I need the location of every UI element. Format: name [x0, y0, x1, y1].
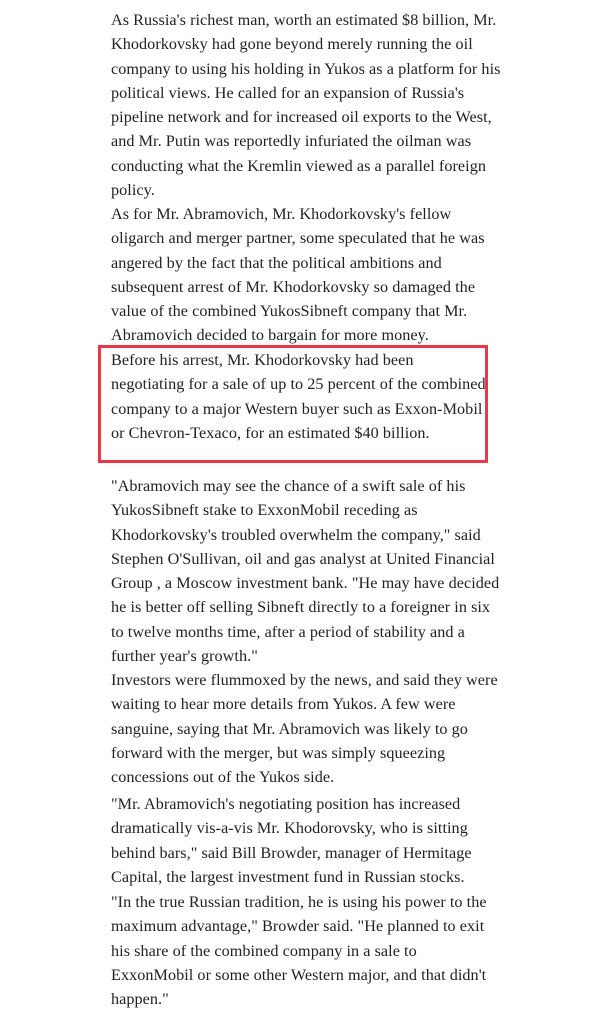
article-paragraph-5: Investors were flummoxed by the news, and said they were waiting to hear more details from Yukos. A few were sanguine, saying that Mr. Abramovich was likely to go forward with the merger, but was simply squeezing concessions out of the Yukos side. [111, 671, 498, 787]
article-paragraph-4: "Abramovich may see the chance of a swift sale of his YukosSibneft stake to ExxonMobil receding as Khodorkovsky's troubled overwhelm the company," said Stephen O'Sullivan, oil and gas analyst at United Financial Group , a Moscow investment bank. "He may have decided he is better off selling Sibneft directly to a foreigner in six to twelve months time, after a period of stability and a further year's growth." [111, 477, 500, 666]
article-paragraph-3-highlighted: Before his arrest, Mr. Khodorkovsky had been negotiating for a sale of up to 25 percent of the combined company to a major Western buyer such as Exxon-Mobil or Chevron-Texaco, for an estimated $40 billion. [111, 351, 486, 442]
article-paragraph-2: As for Mr. Abramovich, Mr. Khodorkovsky's fellow oligarch and merger partner, some speculated that he was angered by the fact that the political ambitions and subsequent arrest of Mr. Khodorkovsky so damaged the value of the combined YukosSibneft company that Mr. Abramovich decided to bargain for more money. [111, 205, 485, 345]
article-paragraph-6: "Mr. Abramovich's negotiating position has increased dramatically vis-a-vis Mr. Khodorovsky, who is sitting behind bars," said Bill Browder, manager of Hermitage Capital, the largest investment fund in Russian stocks. [111, 795, 472, 886]
highlight-box [98, 345, 488, 463]
article-paragraph-7: "In the true Russian tradition, he is using his power to the maximum advantage," Browder said. "He planned to exit his share of the combined company in a sale to ExxonMobil or some other Western major, and that didn't happen." [111, 893, 487, 1009]
article-paragraph-1: As Russia's richest man, worth an estimated $8 billion, Mr. Khodorkovsky had gone beyond merely running the oil company to using his holding in Yukos as a platform for his political views. He called for an expansion of Russia's pipeline network and for increased oil exports to the West, and Mr. Putin was reportedly infuriated the oilman was conducting what the Kremlin viewed as a parallel foreign policy. [111, 11, 501, 200]
